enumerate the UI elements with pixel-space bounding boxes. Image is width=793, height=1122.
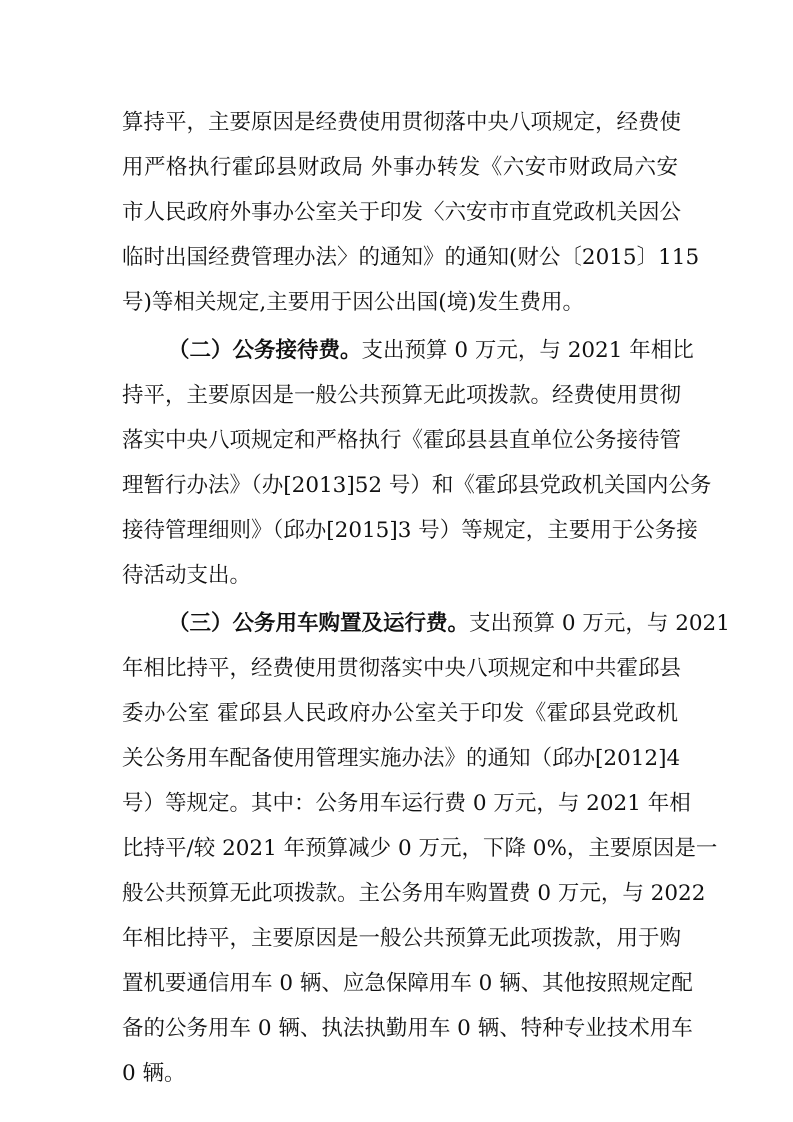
paragraph-3-line-9: 置机要通信用车 0 辆、应急保障用车 0 辆、其他按照规定配 (122, 971, 693, 996)
paragraph-3-first-line-text: 支出预算 0 万元，与 2021 (469, 611, 730, 636)
paragraph-1-line-5: 号)等相关规定,主要用于因公出国(境)发生费用。 (122, 290, 585, 315)
paragraph-3-line-1 (168, 609, 730, 639)
paragraph-3-line-3: 委办公室 霍邱县人民政府办公室关于印发《霍邱县党政机 (122, 701, 678, 726)
paragraph-3-line-2: 年相比持平，经费使用贯彻落实中央八项规定和中共霍邱县 (122, 656, 682, 681)
paragraph-2-line-6: 待活动支出。 (122, 563, 252, 588)
paragraph-2-line-5: 接待管理细则》（邱办[2015]3 号）等规定，主要用于公务接 (122, 518, 698, 543)
paragraph-1-line-4: 临时出国经费管理办法〉的通知》的通知(财公〔2015〕115 (122, 245, 700, 270)
paragraph-2-first-line-text: 支出预算 0 万元，与 2021 年相比 (361, 338, 694, 363)
paragraph-2-line-2: 持平，主要原因是一般公共预算无此项拨款。经费使用贯彻 (122, 383, 682, 408)
paragraph-1-line-3: 市人民政府外事办公室关于印发〈六安市市直党政机关因公 (122, 200, 682, 225)
paragraph-3-line-5: 号）等规定。其中：公务用车运行费 0 万元，与 2021 年相 (122, 791, 691, 816)
paragraph-3-heading: （三）公务用车购置及运行费。 (168, 611, 470, 636)
paragraph-2-heading: （二）公务接待费。 (168, 338, 362, 363)
paragraph-2-line-3: 落实中央八项规定和严格执行《霍邱县县直单位公务接待管 (122, 428, 682, 453)
paragraph-1-line-2: 用严格执行霍邱县财政局 外事办转发《六安市财政局六安 (122, 155, 678, 180)
paragraph-3-line-7: 般公共预算无此项拨款。主公务用车购置费 0 万元，与 2022 (122, 881, 706, 906)
paragraph-2-line-4: 理暂行办法》（办[2013]52 号）和《霍邱县党政机关国内公务 (122, 473, 712, 498)
paragraph-3-line-8: 年相比持平，主要原因是一般公共预算无此项拨款，用于购 (122, 926, 682, 951)
paragraph-3-line-10: 备的公务用车 0 辆、执法执勤用车 0 辆、特种专业技术用车 (122, 1016, 693, 1041)
paragraph-3-line-4: 关公务用车配备使用管理实施办法》的通知（邱办[2012]4 (122, 746, 681, 771)
paragraph-3-line-11: 0 辆。 (122, 1061, 186, 1086)
paragraph-2-line-1 (168, 336, 694, 366)
paragraph-1-line-1: 算持平，主要原因是经费使用贯彻落中央八项规定，经费使 (122, 110, 682, 135)
paragraph-3-line-6: 比持平/较 2021 年预算减少 0 万元，下降 0%，主要原因是一 (122, 836, 718, 861)
